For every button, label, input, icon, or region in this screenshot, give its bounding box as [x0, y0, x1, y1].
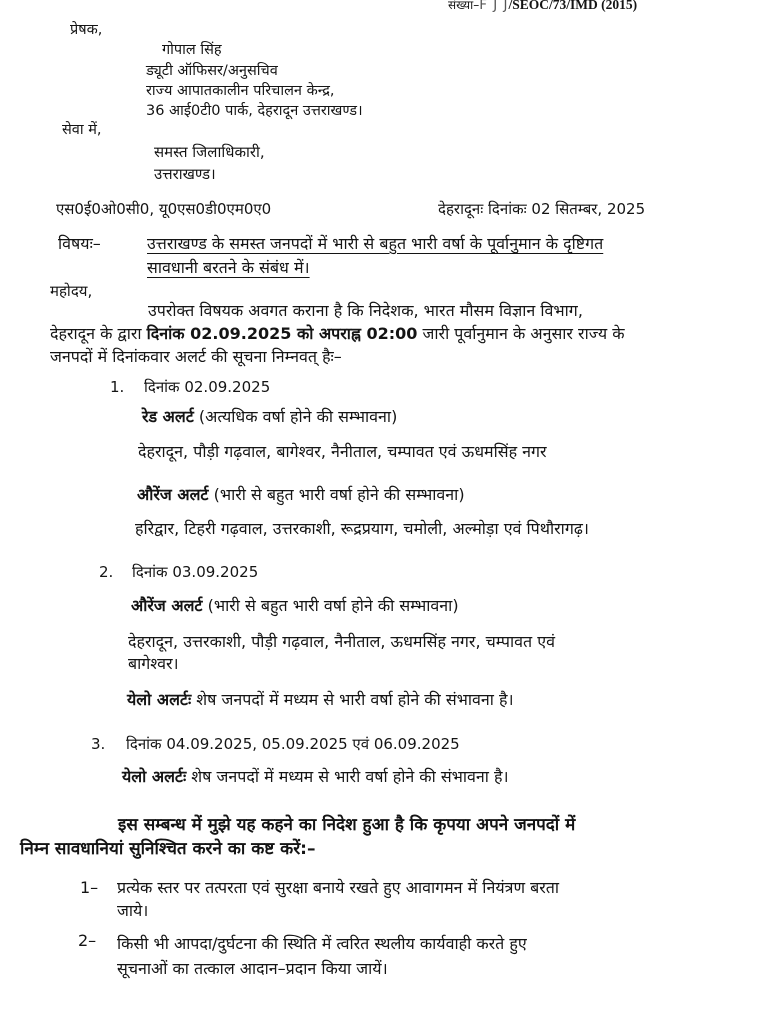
item-1-orange-districts: हरिद्वार, टिहरी गढ़वाल, उत्तरकाशी, रूद्रप्रयाग, चमोली, अल्मोड़ा एवं पिथौरागढ़।	[135, 519, 589, 538]
reference-number	[448, 0, 637, 13]
precaution-1-line-1: प्रत्येक स्तर पर तत्परता एवं सुरक्षा बनाये रखते हुए आवागमन में नियंत्रण बरता	[117, 878, 560, 897]
item-1-red-alert	[142, 405, 397, 429]
recipient-label: सेवा में,	[62, 122, 102, 138]
sender-label: प्रेषक,	[70, 22, 103, 38]
orange-alert-desc: (भारी से बहुत भारी वर्षा होने की सम्भावना)	[202, 596, 459, 615]
intro-line-2	[50, 322, 625, 346]
item-3-number: 3.	[91, 735, 106, 753]
item-1-red-districts: देहरादून, पौड़ी गढ़वाल, बागेश्वर, नैनीताल, चम्पावत एवं ऊधमसिंह नगर	[138, 442, 547, 461]
subject-line-2: सावधानी बरतने के संबंध में।	[147, 258, 310, 277]
precaution-2-number: 2–	[78, 931, 97, 950]
precaution-1-line-2: जाये।	[117, 901, 149, 920]
orange-alert-label: औरेंज अलर्ट	[137, 485, 209, 504]
item-2-orange-alert	[131, 594, 459, 618]
yellow-alert-label: येलो अलर्टः	[122, 767, 187, 786]
recipient-state: उत्तराखण्ड।	[154, 165, 216, 183]
item-3-date: दिनांक 04.09.2025, 05.09.2025 एवं 06.09.2025	[126, 735, 460, 753]
item-1-orange-alert	[137, 483, 465, 507]
item-2-yellow-alert	[127, 688, 514, 712]
intro-line-2-post: जारी पूर्वानुमान के अनुसार राज्य के	[417, 324, 625, 343]
dispatch-code: एस0ई0ओ0सी0, यू0एस0डी0एम0ए0	[56, 200, 272, 218]
item-2-date: दिनांक 03.09.2025	[132, 563, 259, 581]
instruction-line-1: इस सम्बन्ध में मुझे यह कहने का निदेश हुआ है कि कृपया अपने जनपदों में	[118, 815, 576, 835]
sender-name: गोपाल सिंह	[162, 42, 222, 58]
intro-line-2-bold: दिनांक 02.09.2025 को अपराह्न 02:00	[146, 324, 418, 343]
subject-label: विषयः–	[58, 234, 101, 253]
sender-address: 36 आई0टी0 पार्क, देहरादून उत्तराखण्ड।	[146, 103, 363, 119]
red-alert-label: रेड अलर्ट	[142, 407, 194, 426]
recipient-name: समस्त जिलाधिकारी,	[154, 143, 265, 161]
instruction-line-2: निम्न सावधानियां सुनिश्चित करने का कष्ट करें:–	[20, 839, 316, 859]
precaution-1-number: 1–	[80, 878, 99, 897]
yellow-alert-desc: शेष जनपदों में मध्यम से भारी वर्षा होने की संभावना है।	[186, 767, 509, 786]
yellow-alert-desc: शेष जनपदों में मध्यम से भारी वर्षा होने की संभावना है।	[191, 690, 514, 709]
red-alert-desc: (अत्यधिक वर्षा होने की सम्भावना)	[193, 407, 398, 426]
orange-alert-desc: (भारी से बहुत भारी वर्षा होने की सम्भावना)	[208, 485, 465, 504]
salutation: महोदय,	[50, 282, 93, 300]
intro-line-1: उपरोक्त विषयक अवगत कराना है कि निदेशक, भारत मौसम विज्ञान विभाग,	[148, 301, 583, 320]
reference-handwritten: F J J	[479, 0, 509, 13]
precaution-2-line-2: सूचनाओं का तत्काल आदान–प्रदान किया जायें।	[117, 959, 388, 978]
place-date: देहरादूनः दिनांकः 02 सितम्बर, 2025	[438, 200, 646, 218]
item-1-number: 1.	[110, 378, 125, 396]
intro-line-2-pre: देहरादून के द्वारा	[50, 324, 147, 343]
item-2-orange-districts-line-2: बागेश्वर।	[128, 654, 179, 673]
item-2-number: 2.	[99, 563, 114, 581]
item-3-yellow-alert	[122, 765, 509, 789]
reference-suffix: /SEOC/73/IMD (2015)	[508, 0, 638, 12]
sender-office: राज्य आपातकालीन परिचालन केन्द्र,	[146, 83, 335, 99]
subject-line-1: उत्तराखण्ड के समस्त जनपदों में भारी से बहुत भारी वर्षा के पूर्वानुमान के दृष्टिगत	[147, 234, 604, 253]
intro-line-3: जनपदों में दिनांकवार अलर्ट की सूचना निम्नवत् हैः–	[50, 347, 342, 366]
sender-designation: ड्यूटी ऑफिसर/अनुसचिव	[146, 63, 278, 79]
orange-alert-label: औरेंज अलर्ट	[131, 596, 203, 615]
item-2-orange-districts-line-1: देहरादून, उत्तरकाशी, पौड़ी गढ़वाल, नैनीताल, ऊधमसिंह नगर, चम्पावत एवं	[128, 632, 555, 651]
item-1-date: दिनांक 02.09.2025	[144, 378, 271, 396]
yellow-alert-label: येलो अलर्टः	[127, 690, 192, 709]
precaution-2-line-1: किसी भी आपदा/दुर्घटना की स्थिति में त्वरित स्थलीय कार्यवाही करते हुए	[117, 934, 527, 953]
reference-prefix: संख्या–	[448, 0, 480, 12]
